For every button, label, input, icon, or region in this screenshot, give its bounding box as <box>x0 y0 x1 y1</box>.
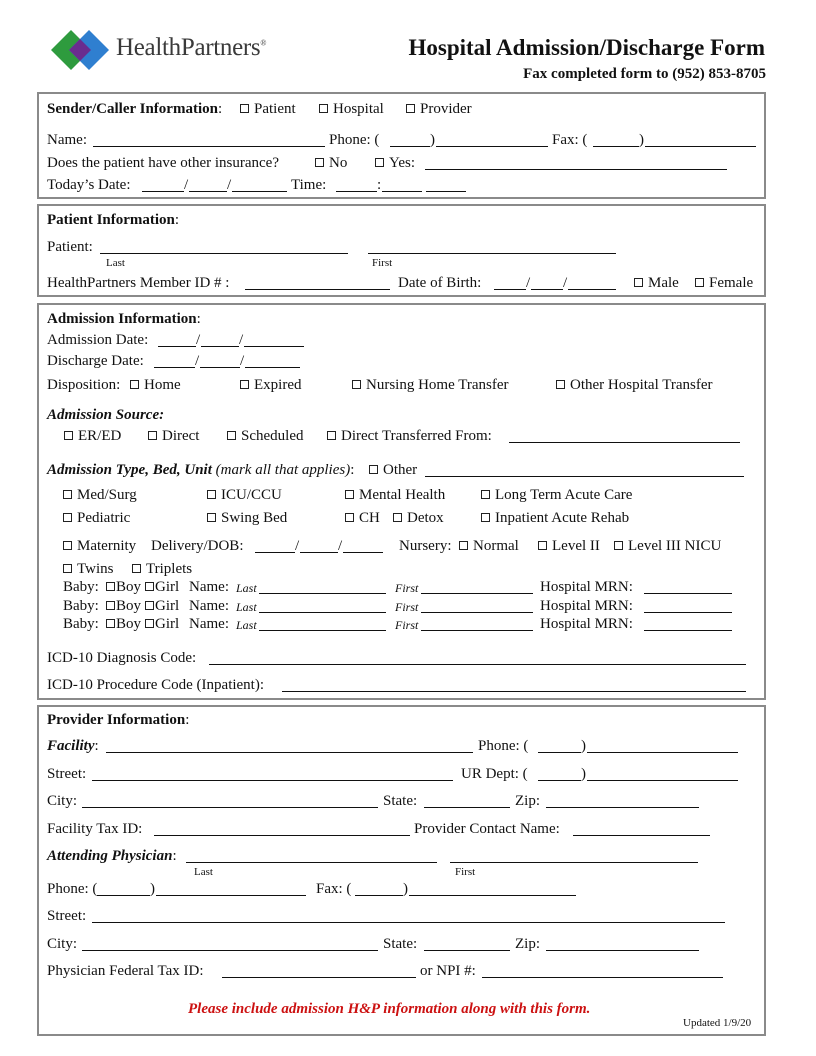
disposition-nursing-home[interactable]: Nursing Home Transfer <box>352 376 509 394</box>
icd-procedure-field[interactable] <box>282 691 746 692</box>
baby-first-field[interactable] <box>421 593 533 594</box>
date-separator: / <box>526 275 531 291</box>
checkbox-icon[interactable] <box>240 104 249 113</box>
checkbox-icon[interactable] <box>207 513 216 522</box>
admission-date-label: Admission Date: <box>47 332 149 348</box>
fax-field[interactable] <box>645 146 756 147</box>
baby-girl[interactable]: Girl <box>145 578 179 596</box>
checkbox-icon[interactable] <box>406 104 415 113</box>
patient-label: Patient: <box>47 239 93 255</box>
dob-month-field[interactable] <box>494 289 526 290</box>
discharge-month-field[interactable] <box>154 367 195 368</box>
facility-street-field[interactable] <box>92 780 453 781</box>
facility-field[interactable] <box>106 752 473 753</box>
first-caption: First <box>395 600 419 614</box>
facility-state-field[interactable] <box>424 807 510 808</box>
today-day-field[interactable] <box>189 191 227 192</box>
contact-name-label: Provider Contact Name: <box>414 821 560 837</box>
last-caption: Last <box>194 866 213 878</box>
facility-zip-field[interactable] <box>546 807 699 808</box>
type-detox[interactable]: Detox <box>393 509 444 527</box>
baby-first-field[interactable] <box>421 630 533 631</box>
paren: ) <box>150 881 155 897</box>
physician-city-label: City: <box>47 936 78 952</box>
date-separator: / <box>196 332 201 348</box>
source-er[interactable]: ER/ED <box>64 427 121 445</box>
checkbox-icon[interactable] <box>63 513 72 522</box>
facility-city-field[interactable] <box>82 807 378 808</box>
icd-diagnosis-field[interactable] <box>209 664 746 665</box>
disposition-label: Disposition: <box>47 377 121 393</box>
checkbox-icon[interactable] <box>327 431 336 440</box>
baby-label: Baby: <box>63 616 99 632</box>
admission-source-heading: Admission Source: <box>47 407 165 423</box>
attending-label: Attending Physician: <box>47 848 177 864</box>
checkbox-icon[interactable] <box>459 541 468 550</box>
delivery-month-field[interactable] <box>255 552 295 553</box>
type-med-surg[interactable]: Med/Surg <box>63 486 137 504</box>
updated-date: Updated 1/9/20 <box>683 1017 752 1029</box>
type-inpatient-rehab[interactable]: Inpatient Acute Rehab <box>481 509 629 527</box>
date-separator: / <box>240 353 245 369</box>
checkbox-icon[interactable] <box>227 431 236 440</box>
last-caption: Last <box>236 581 257 595</box>
last-caption: Last <box>236 600 257 614</box>
member-id-field[interactable] <box>245 289 390 290</box>
type-mental-health[interactable]: Mental Health <box>345 486 445 504</box>
disposition-expired[interactable]: Expired <box>240 376 301 394</box>
date-separator: / <box>295 538 300 554</box>
paren: ) <box>581 766 586 782</box>
date-separator: / <box>563 275 568 291</box>
name-field[interactable] <box>93 146 325 147</box>
dob-year-field[interactable] <box>568 289 616 290</box>
admission-type-heading: Admission Type, Bed, Unit (mark all that applies): <box>47 462 355 478</box>
physician-street-label: Street: <box>47 908 87 924</box>
date-separator: / <box>195 353 200 369</box>
checkbox-icon[interactable] <box>315 158 324 167</box>
type-other-field[interactable] <box>425 476 744 477</box>
checkbox-icon[interactable] <box>393 513 402 522</box>
sender-type-hospital[interactable]: Hospital <box>319 100 384 118</box>
insurance-field[interactable] <box>425 169 727 170</box>
checkbox-icon[interactable] <box>345 490 354 499</box>
transferred-from-field[interactable] <box>509 442 740 443</box>
patient-first-field[interactable] <box>368 253 616 254</box>
sender-heading: Sender/Caller Information: <box>47 101 223 117</box>
baby-boy[interactable]: Boy <box>106 578 141 596</box>
ur-dept-field[interactable] <box>587 780 738 781</box>
time-hour-field[interactable] <box>336 191 377 192</box>
physician-tax-field[interactable] <box>222 977 416 978</box>
checkbox-icon[interactable] <box>106 582 115 591</box>
form-title: Hospital Admission/Discharge Form <box>408 35 765 60</box>
time-ampm-field[interactable] <box>426 191 466 192</box>
mrn-label: Hospital MRN: <box>540 616 633 632</box>
name-label: Name: <box>47 132 87 148</box>
patient-heading: Patient Information: <box>47 212 180 228</box>
checkbox-icon[interactable] <box>145 582 154 591</box>
baby-last-field[interactable] <box>259 612 386 613</box>
insurance-yes[interactable]: Yes: <box>375 154 415 172</box>
physician-tax-label: Physician Federal Tax ID: <box>47 963 204 979</box>
city-label: City: <box>47 793 78 809</box>
icd-procedure-label: ICD-10 Procedure Code (Inpatient): <box>47 677 265 693</box>
date-separator: / <box>227 177 232 193</box>
last-caption: Last <box>236 618 257 632</box>
sex-male[interactable]: Male <box>634 274 679 292</box>
baby-name-label: Name: <box>189 579 229 595</box>
baby-mrn-field[interactable] <box>644 593 732 594</box>
ur-dept-label: UR Dept: ( <box>461 766 528 782</box>
facility-phone-area-field[interactable] <box>538 752 581 753</box>
sender-type-patient[interactable]: Patient <box>240 100 296 118</box>
admission-year-field[interactable] <box>244 346 304 347</box>
checkbox-icon[interactable] <box>369 465 378 474</box>
source-direct-transferred[interactable]: Direct Transferred From: <box>327 427 492 445</box>
checkbox-icon[interactable] <box>634 278 643 287</box>
fax-area-field[interactable] <box>593 146 639 147</box>
fax-instruction: Fax completed form to (952) 853-8705 <box>523 66 766 82</box>
phone-field[interactable] <box>436 146 548 147</box>
baby-name-label: Name: <box>189 616 229 632</box>
patient-last-field[interactable] <box>100 253 348 254</box>
checkbox-icon[interactable] <box>481 513 490 522</box>
baby-first-field[interactable] <box>421 612 533 613</box>
checkbox-icon[interactable] <box>614 541 623 550</box>
today-date-label: Today’s Date: <box>47 177 131 193</box>
today-year-field[interactable] <box>232 191 287 192</box>
checkbox-icon[interactable] <box>352 380 361 389</box>
npi-field[interactable] <box>482 977 723 978</box>
source-direct[interactable]: Direct <box>148 427 199 445</box>
admission-heading: Admission Information: <box>47 311 201 327</box>
brand-name: HealthPartners® <box>116 34 267 61</box>
time-minute-field[interactable] <box>382 191 422 192</box>
type-ch[interactable]: CH <box>345 509 380 527</box>
checkbox-icon[interactable] <box>375 158 384 167</box>
baby-last-field[interactable] <box>259 593 386 594</box>
checkbox-icon[interactable] <box>240 380 249 389</box>
type-ltac[interactable]: Long Term Acute Care <box>481 486 632 504</box>
checkbox-icon[interactable] <box>345 513 354 522</box>
facility-phone-label: Phone: ( <box>478 738 529 754</box>
hp-notice: Please include admission H&P information along with this form. <box>188 1001 591 1017</box>
date-separator: / <box>184 177 189 193</box>
baby-label: Baby: <box>63 598 99 614</box>
npi-label: or NPI #: <box>420 963 476 979</box>
fax-label: Fax: ( <box>552 132 588 148</box>
nursery-normal[interactable]: Normal <box>459 537 519 555</box>
member-id-label: HealthPartners Member ID # : <box>47 275 230 291</box>
baby-mrn-field[interactable] <box>644 630 732 631</box>
first-caption: First <box>455 866 476 878</box>
attending-first-field[interactable] <box>450 862 698 863</box>
sex-female[interactable]: Female <box>695 274 753 292</box>
insurance-no[interactable]: No <box>315 154 347 172</box>
baby-girl[interactable]: Girl <box>145 615 179 633</box>
nursery-level2[interactable]: Level II <box>538 537 600 555</box>
provider-section <box>37 705 766 1036</box>
paren: ) <box>403 881 408 897</box>
physician-zip-label: Zip: <box>515 936 540 952</box>
checkbox-icon[interactable] <box>145 619 154 628</box>
checkbox-icon[interactable] <box>63 490 72 499</box>
date-separator: / <box>338 538 343 554</box>
contact-name-field[interactable] <box>573 835 710 836</box>
checkbox-icon[interactable] <box>695 278 704 287</box>
physician-state-label: State: <box>383 936 418 952</box>
admission-month-field[interactable] <box>158 346 196 347</box>
type-swing-bed[interactable]: Swing Bed <box>207 509 287 527</box>
disposition-home[interactable]: Home <box>130 376 181 394</box>
checkbox-icon[interactable] <box>130 380 139 389</box>
icd-diagnosis-label: ICD-10 Diagnosis Code: <box>47 650 197 666</box>
baby-boy[interactable]: Boy <box>106 597 141 615</box>
attending-last-field[interactable] <box>186 862 437 863</box>
baby-girl[interactable]: Girl <box>145 597 179 615</box>
paren: ) <box>430 132 435 148</box>
disposition-other-hospital[interactable]: Other Hospital Transfer <box>556 376 713 394</box>
type-triplets[interactable]: Triplets <box>132 560 192 578</box>
discharge-year-field[interactable] <box>245 367 300 368</box>
checkbox-icon[interactable] <box>64 431 73 440</box>
sender-type-provider[interactable]: Provider <box>406 100 472 118</box>
dob-label: Date of Birth: <box>398 275 482 291</box>
nursery-label: Nursery: <box>399 538 452 554</box>
facility-tax-field[interactable] <box>154 835 410 836</box>
physician-zip-field[interactable] <box>546 950 699 951</box>
checkbox-icon[interactable] <box>538 541 547 550</box>
time-separator: : <box>377 177 382 193</box>
baby-mrn-field[interactable] <box>644 612 732 613</box>
physician-state-field[interactable] <box>424 950 510 951</box>
baby-last-field[interactable] <box>259 630 386 631</box>
baby-name-label: Name: <box>189 598 229 614</box>
checkbox-icon[interactable] <box>145 601 154 610</box>
checkbox-icon[interactable] <box>132 564 141 573</box>
checkbox-icon[interactable] <box>63 564 72 573</box>
facility-label: Facility: <box>47 738 99 754</box>
type-twins[interactable]: Twins <box>63 560 113 578</box>
ur-dept-area-field[interactable] <box>538 780 581 781</box>
zip-label: Zip: <box>515 793 540 809</box>
physician-fax-field[interactable] <box>409 895 576 896</box>
paren: ) <box>581 738 586 754</box>
first-caption: First <box>395 618 419 632</box>
paren: ) <box>639 132 644 148</box>
nursery-level3[interactable]: Level III NICU <box>614 537 721 555</box>
source-scheduled[interactable]: Scheduled <box>227 427 303 445</box>
checkbox-icon[interactable] <box>63 541 72 550</box>
date-separator: / <box>239 332 244 348</box>
physician-fax-label: Fax: ( <box>316 881 352 897</box>
delivery-day-field[interactable] <box>300 552 338 553</box>
checkbox-icon[interactable] <box>319 104 328 113</box>
phone-area-field[interactable] <box>390 146 430 147</box>
type-maternity[interactable]: Maternity <box>63 537 136 555</box>
street-label: Street: <box>47 766 87 782</box>
delivery-dob-label: Delivery/DOB: <box>151 538 244 554</box>
checkbox-icon[interactable] <box>481 490 490 499</box>
physician-street-field[interactable] <box>92 922 725 923</box>
type-pediatric[interactable]: Pediatric <box>63 509 130 527</box>
admission-day-field[interactable] <box>201 346 239 347</box>
insurance-question: Does the patient have other insurance? <box>47 155 279 171</box>
physician-phone-area-field[interactable] <box>97 895 150 896</box>
discharge-date-label: Discharge Date: <box>47 353 144 369</box>
delivery-year-field[interactable] <box>343 552 383 553</box>
state-label: State: <box>383 793 418 809</box>
physician-phone-field[interactable] <box>156 895 306 896</box>
first-caption: First <box>372 257 393 269</box>
time-label: Time: <box>291 177 327 193</box>
discharge-day-field[interactable] <box>200 367 240 368</box>
checkbox-icon[interactable] <box>207 490 216 499</box>
facility-tax-label: Facility Tax ID: <box>47 821 143 837</box>
phone-label: Phone: ( <box>329 132 380 148</box>
mrn-label: Hospital MRN: <box>540 598 633 614</box>
last-caption: Last <box>106 257 125 269</box>
today-month-field[interactable] <box>142 191 184 192</box>
physician-city-field[interactable] <box>82 950 378 951</box>
baby-label: Baby: <box>63 579 99 595</box>
baby-boy[interactable]: Boy <box>106 615 141 633</box>
type-icu[interactable]: ICU/CCU <box>207 486 282 504</box>
provider-heading: Provider Information: <box>47 712 190 728</box>
checkbox-icon[interactable] <box>556 380 565 389</box>
checkbox-icon[interactable] <box>106 619 115 628</box>
facility-phone-field[interactable] <box>587 752 738 753</box>
physician-fax-area-field[interactable] <box>355 895 403 896</box>
type-other[interactable]: Other <box>369 461 417 479</box>
healthpartners-logo <box>49 28 111 72</box>
mrn-label: Hospital MRN: <box>540 579 633 595</box>
checkbox-icon[interactable] <box>148 431 157 440</box>
checkbox-icon[interactable] <box>106 601 115 610</box>
dob-day-field[interactable] <box>531 289 563 290</box>
first-caption: First <box>395 581 419 595</box>
physician-phone-label: Phone: ( <box>47 881 98 897</box>
